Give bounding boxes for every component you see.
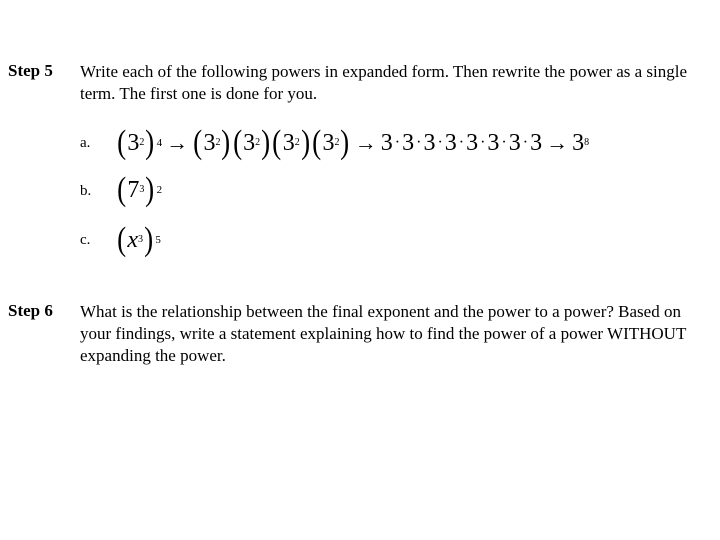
right-arrow-icon: → bbox=[546, 130, 569, 155]
item-b-expression: ( 7 3 ) 2 bbox=[117, 171, 163, 208]
expanded-form-a: ( 3 2 ) ( 3 2 ) ( 3 2 ) ( 3 2 ) bbox=[193, 124, 350, 161]
step-6-instructions: What is the relationship between the final exponent and the power to a power? Based on your findings, write a statement explaining how to find the power of a power WITHOUT expanding the power. bbox=[80, 302, 687, 365]
product-form-a: 3 · 3 · 3 · 3 · 3 · 3 · 3 · 3 bbox=[380, 129, 543, 156]
step-5-instructions: Write each of the following powers in expanded form. Then rewrite the power as a single term. The first one is done for you. bbox=[80, 62, 688, 103]
item-a-expression bbox=[116, 123, 589, 163]
power-of-power-a: ( 3 2 ) 4 bbox=[117, 124, 163, 161]
item-c-label: c. bbox=[80, 232, 91, 248]
step-6-label: Step 6 bbox=[8, 301, 53, 320]
item-c-expression: ( x 3 ) 5 bbox=[117, 221, 161, 258]
right-arrow-icon: → bbox=[166, 130, 189, 155]
right-arrow-icon: → bbox=[354, 130, 377, 155]
item-b-label: b. bbox=[80, 183, 92, 199]
step-5-label: Step 5 bbox=[8, 61, 53, 80]
item-a-label: a. bbox=[80, 135, 91, 151]
result-a: 3 8 bbox=[572, 129, 590, 156]
